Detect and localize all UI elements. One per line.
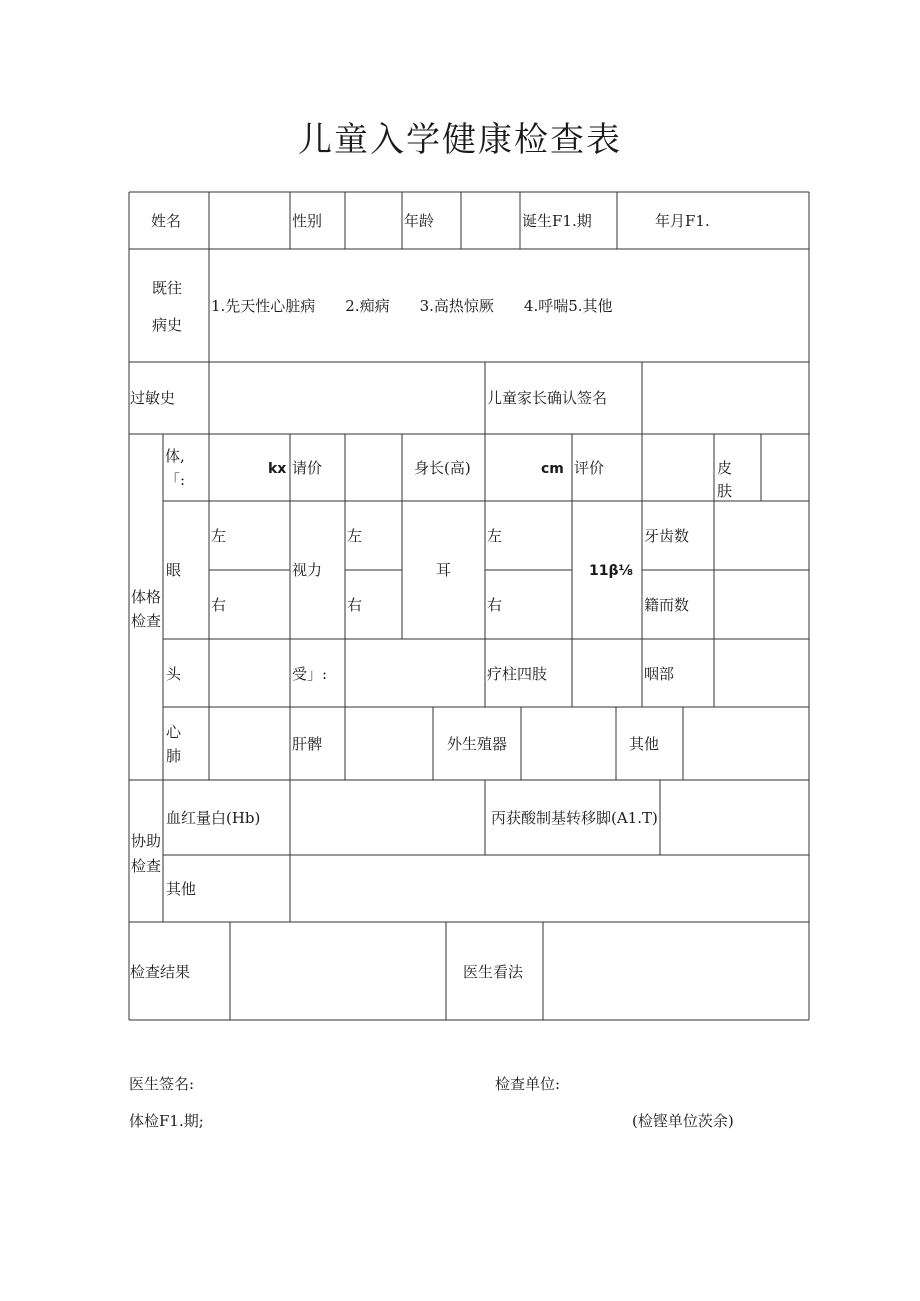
vision-right: 右 [347,596,363,614]
history-label-line2: 病史 [152,316,183,334]
age-label: 年龄 [404,212,435,230]
heart-lung-line1: 心 [166,723,182,741]
teeth-count-label: 牙齿数 [644,527,690,545]
height-unit: cm [541,461,564,477]
head-label: 头 [166,665,182,683]
lab-section-line2: 检查 [131,857,162,875]
unit-stamp: (检铿单位茨余) [632,1112,734,1130]
skin-label-line1: 皮 [717,459,733,477]
parent-sign-label: 儿童家长确认签名 [487,389,608,407]
heart-lung-line2: 肺 [166,747,182,765]
ear-left: 左 [487,527,503,545]
vision-left: 左 [347,527,363,545]
result-label: 检查结果 [130,963,191,981]
physical-other-label: 其他 [629,735,660,753]
eye-right: 右 [211,596,227,614]
ear-label: 耳 [436,561,452,579]
height-label: 身长(高) [414,459,471,477]
skin-label-line2: 肤 [717,482,733,500]
eye-left: 左 [211,527,227,545]
eye-label: 眼 [166,561,182,579]
weight-label-line2: 「: [165,471,186,489]
birth-date-value: 年月F1. [655,212,710,230]
spine-limbs-label: 疗柱四肢 [487,665,548,683]
weight-label-line1: 体, [165,447,185,465]
allergy-label: 过敏史 [130,389,176,407]
weight-eval-label: 请价 [292,459,323,477]
history-label-line1: 既往 [152,279,183,297]
history-options: 1.先天性心脏病 2.痴病 3.高热惊厥 4.呼喘5.其他 [211,297,613,315]
hb-label: 血红量白(Hb) [166,809,261,827]
physical-section-line2: 检查 [131,612,162,630]
chest-label: 受」: [292,665,328,683]
form-title: 儿童入学健康检查表 [298,120,622,160]
physical-section-line1: 体格 [131,588,162,606]
doctor-signature: 医生签名: [129,1075,195,1093]
liver-spleen-label: 肝髀 [292,735,323,753]
weight-unit: kx [268,461,287,477]
alt-label: 丙获酸制基转移脚(A1.T) [491,809,658,827]
genitals-label: 外生殖器 [447,735,508,753]
name-label: 姓名 [151,212,182,230]
lab-section-line1: 协助 [131,832,162,850]
lab-other-label: 其他 [166,880,197,898]
doctor-opinion-label: 医生看法 [463,963,524,981]
caries-count-label: 籍而数 [644,596,690,614]
height-eval-label: 评价 [574,459,605,477]
throat-label: 咽部 [644,665,675,683]
mouth-label: 11β⅛ [589,563,633,579]
exam-unit: 检查单位: [495,1075,561,1093]
ear-right: 右 [487,596,503,614]
vision-label: 视力 [292,561,323,579]
birth-date-label: 诞生F1.期 [522,212,592,230]
gender-label: 性别 [292,212,323,230]
exam-date: 体检F1.期; [129,1112,204,1130]
